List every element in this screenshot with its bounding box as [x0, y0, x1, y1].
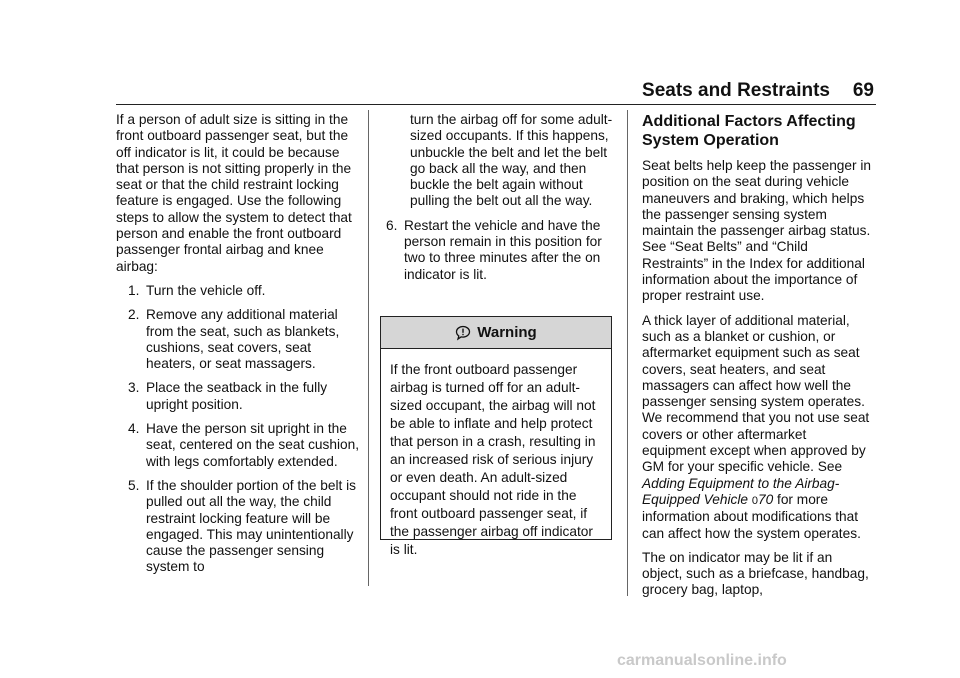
step-text: Place the seatback in the fully upright position.: [146, 380, 328, 412]
middle-column: [380, 112, 614, 291]
section-title: Seats and Restraints: [642, 80, 830, 101]
left-column: [116, 112, 360, 584]
page-reference-icon: 0: [751, 494, 758, 507]
step-text: If the shoulder portion of the belt is pulled out all the way, the child restraint locking feature will be engaged. This may unintentionally cause the passenger sensing system to: [146, 477, 357, 575]
step-text: Have the person sit upright in the seat, centered on the seat cushion, with legs comfortably extended.: [146, 421, 360, 469]
cross-reference-page: 70: [757, 491, 774, 507]
step-2: [116, 307, 360, 372]
right-column: [642, 112, 874, 607]
step-4: [116, 421, 360, 470]
step-1: [116, 283, 360, 299]
step-text: Turn the vehicle off.: [146, 282, 266, 298]
step-3: [116, 380, 360, 413]
warning-box: [380, 316, 612, 557]
step-number: 5.: [128, 477, 140, 493]
step-number: 1.: [128, 282, 140, 298]
column-divider-left: [368, 110, 369, 586]
paragraph-additional-material: [642, 313, 874, 542]
step-number: 2.: [128, 307, 140, 323]
paragraph-on-indicator: The on indicator may be lit if an object, such as a briefcase, handbag, grocery bag, laptop,: [642, 549, 869, 598]
header-rule: [116, 104, 876, 105]
paragraph-text: A thick layer of additional material, such as a blanket or cushion, or aftermarket equipment such as seat covers, seat heaters, and seat massagers can affect how well the passenger sensing system operates. We recommend that you not use seat covers or other aftermarket equipment except when approved by GM for your specific vehicle. See: [642, 312, 870, 475]
step-number: 3.: [128, 380, 140, 396]
step-number: 6.: [386, 217, 398, 233]
step-text: Remove any additional material from the seat, such as blankets, cushions, seat covers, seat heaters, or seat massagers.: [146, 307, 340, 372]
step-6: [380, 218, 614, 283]
step-5: [116, 478, 360, 576]
warning-bubble-icon: [455, 325, 471, 341]
step-text: Restart the vehicle and have the person remain in this position for two to three minutes after the on indicator is lit.: [404, 217, 602, 282]
step-number: 4.: [128, 421, 140, 437]
column-divider-right: [627, 110, 628, 596]
intro-paragraph: If a person of adult size is sitting in the front outboard passenger seat, but the off indicator is lit, it could be because that person is not sitting properly in the seat or that the child restraint locking feature is engaged. Use the following steps to allow the system to detect that person and enable the front outboard passenger frontal airbag and knee airbag:: [116, 112, 352, 274]
page-number: 69: [852, 80, 874, 101]
step-5-continuation: turn the airbag off for some adult-sized occupants. If this happens, unbuckle the belt and let the belt go back all the way, and then buckle the belt again without pulling the belt out all the way.: [410, 112, 613, 209]
watermark: carmanualsonline.info: [617, 652, 787, 669]
cross-reference-title: Adding Equipment to the Airbag-Equipped Vehicle: [642, 475, 840, 507]
paragraph-text: for more information about modifications that can affect how the system operates.: [642, 491, 861, 541]
section-heading: Additional Factors Affecting System Operation: [642, 113, 856, 149]
warning-title: Warning: [477, 324, 537, 341]
warning-text: If the front outboard passenger airbag is turned off for an adult-sized occupant, the airbag will not be able to inflate and help protect that person in a crash, resulting in an increased risk of serious injury or even death. An adult-sized occupant should not ride in the front outboard passenger seat, if the passenger airbag off indicator is lit.: [390, 362, 596, 557]
paragraph-seat-belts: Seat belts help keep the passenger in position on the seat during vehicle maneuvers and braking, which helps the passenger sensing system maintain the passenger airbag status. See “Seat Belts” and “Child Restraints” in the Index for additional information about the importance of proper restraint use.: [642, 158, 872, 304]
warning-header: [381, 317, 611, 349]
